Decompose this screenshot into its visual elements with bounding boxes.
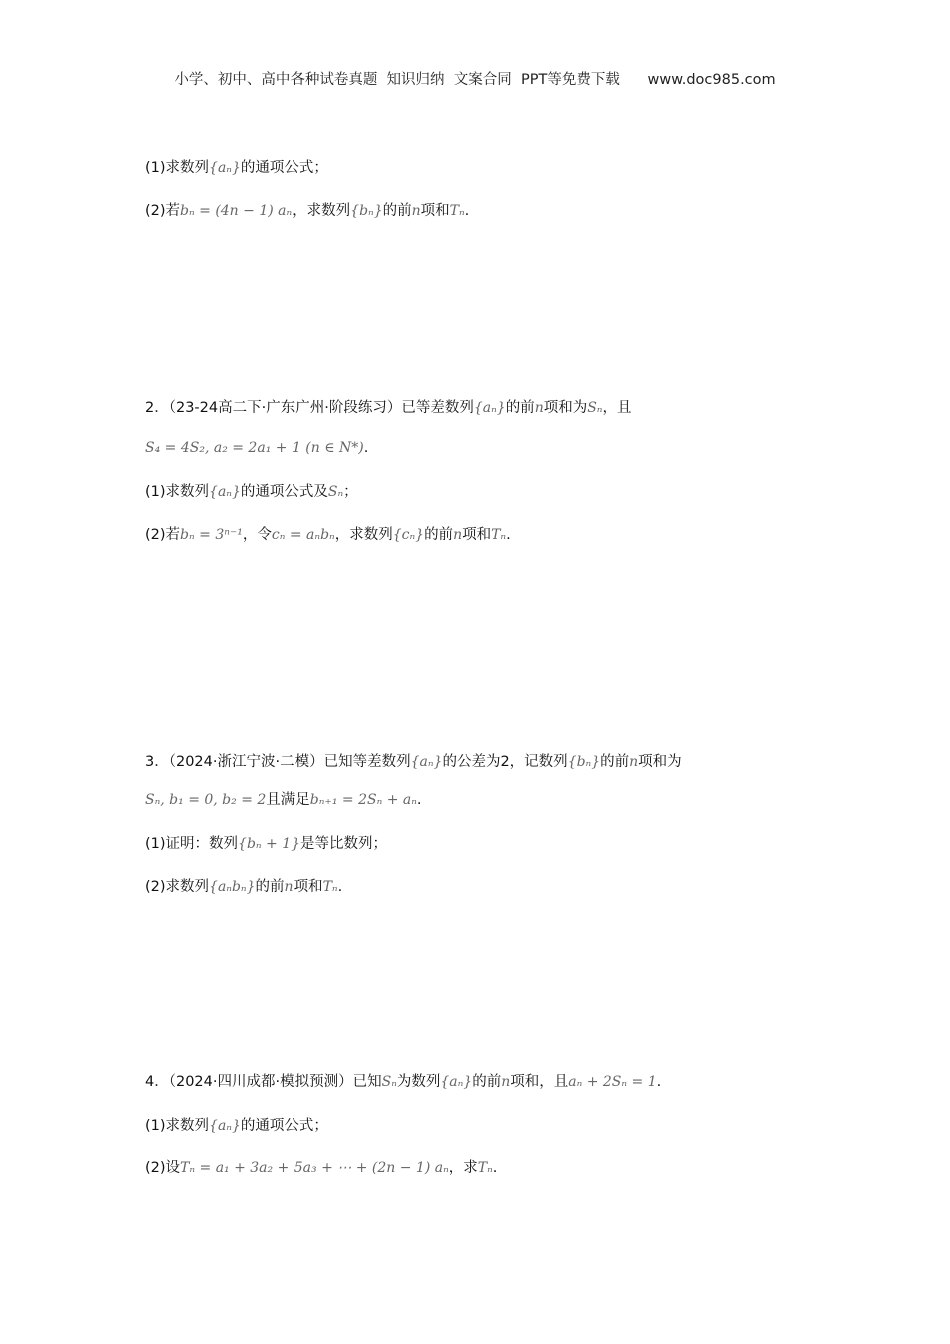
math: {aₙ}	[209, 1118, 241, 1134]
text: 是等比数列；	[300, 836, 388, 852]
text: ，求数列	[292, 203, 351, 219]
q4-part1	[145, 1115, 328, 1137]
math: n	[453, 527, 463, 543]
text: (1)求数列	[145, 160, 210, 176]
text: (1)求数列	[145, 484, 210, 500]
text: (1)证明：数列	[145, 836, 239, 852]
text: ，求	[448, 1160, 478, 1176]
text: 的前	[382, 203, 412, 219]
text: (2)若	[145, 203, 181, 219]
text: .	[363, 440, 369, 456]
math: Tₙ	[477, 1160, 493, 1176]
math: n	[501, 1074, 511, 1090]
text: ，求数列	[334, 527, 393, 543]
text: 为数列	[396, 1074, 441, 1090]
question-source: （2024·四川成都·模拟预测）	[168, 1074, 353, 1090]
text: ，令	[242, 527, 272, 543]
text: .	[416, 792, 422, 808]
text: 已知等差数列	[323, 754, 411, 770]
math: S₄ = 4S₂, a₂ = 2a₁ + 1 (n ∈ N*)	[145, 440, 364, 456]
q3-part1	[145, 833, 387, 855]
math: bₙ = 3ⁿ⁻¹	[180, 527, 243, 543]
page-header: 小学、初中、高中各种试卷真题 知识归纳 文案合同 PPT等免费下载 www.doc985.com	[174, 72, 776, 88]
text: 的前	[424, 527, 454, 543]
text: 的通项公式；	[240, 160, 328, 176]
math: {aₙ}	[440, 1074, 473, 1090]
text: .	[656, 1074, 662, 1090]
text: 项和为	[638, 754, 682, 770]
text: 项和为	[543, 400, 588, 416]
text: 已等差数列	[401, 400, 474, 416]
q1-part2	[145, 200, 469, 222]
math: aₙ + 2Sₙ = 1	[568, 1074, 657, 1090]
q4-stem	[145, 1071, 661, 1093]
q4-part2	[145, 1157, 497, 1179]
math: n	[629, 754, 639, 770]
text: (2)求数列	[145, 879, 210, 895]
math: Sₙ, b₁ = 0, b₂ = 2	[145, 792, 267, 808]
text: .	[337, 879, 343, 895]
math: Sₙ	[327, 484, 344, 500]
text: 的通项公式及	[240, 484, 328, 500]
text: (1)求数列	[145, 1118, 210, 1134]
text: .	[492, 1160, 498, 1176]
text: 的前	[472, 1074, 502, 1090]
math: Sₙ	[381, 1074, 397, 1090]
text: 的前	[505, 400, 535, 416]
text: ，且	[602, 400, 632, 416]
text: 项和	[462, 527, 492, 543]
math: {aₙ}	[473, 400, 506, 416]
math: Tₙ = a₁ + 3a₂ + 5a₃ + ⋯ + (2n − 1) aₙ	[180, 1160, 449, 1176]
q2-condition	[145, 437, 368, 459]
math: {bₙ}	[350, 203, 383, 219]
q2-part1	[145, 481, 358, 503]
math: {bₙ + 1}	[238, 836, 301, 852]
text: 且满足	[266, 792, 310, 808]
question-number: 4．	[145, 1074, 169, 1090]
q3-condition	[145, 789, 422, 811]
math: Sₙ	[587, 400, 603, 416]
math: {aₙbₙ}	[209, 879, 256, 895]
text: 已知	[352, 1074, 382, 1090]
text: (2)若	[145, 527, 181, 543]
math: n	[284, 879, 294, 895]
math: {cₙ}	[392, 527, 425, 543]
math: cₙ = aₙbₙ	[271, 527, 335, 543]
math: n	[534, 400, 544, 416]
question-source: （2024·浙江宁波·二模）	[168, 754, 324, 770]
math: {aₙ}	[209, 160, 241, 176]
text: 的前	[255, 879, 285, 895]
math: n	[411, 203, 421, 219]
text: .	[506, 527, 511, 543]
question-number: 2．	[145, 400, 169, 416]
text: 项和，且	[510, 1074, 569, 1090]
math: bₙ = (4n − 1) aₙ	[180, 203, 293, 219]
math: {aₙ}	[410, 754, 443, 770]
math: Tₙ	[449, 203, 465, 219]
math: Tₙ	[322, 879, 338, 895]
question-number: 3．	[145, 754, 169, 770]
math: Tₙ	[491, 527, 507, 543]
text: .	[464, 203, 470, 219]
text: ；	[343, 484, 358, 500]
math: {aₙ}	[209, 484, 241, 500]
q2-stem	[145, 397, 631, 419]
math: {bₙ}	[567, 754, 601, 770]
math: bₙ₊₁ = 2Sₙ + aₙ	[309, 792, 417, 808]
q2-part2	[145, 524, 511, 546]
text: 的前	[600, 754, 630, 770]
q1-part1	[145, 157, 328, 179]
text: (2)设	[145, 1160, 181, 1176]
text: 的通项公式；	[240, 1118, 328, 1134]
text: 的公差为2，记数列	[442, 754, 568, 770]
q3-part2	[145, 876, 342, 898]
question-source: （23-24高二下·广东广州·阶段练习）	[168, 400, 402, 416]
text: 项和	[420, 203, 450, 219]
text: 项和	[293, 879, 323, 895]
q3-stem	[145, 751, 682, 773]
